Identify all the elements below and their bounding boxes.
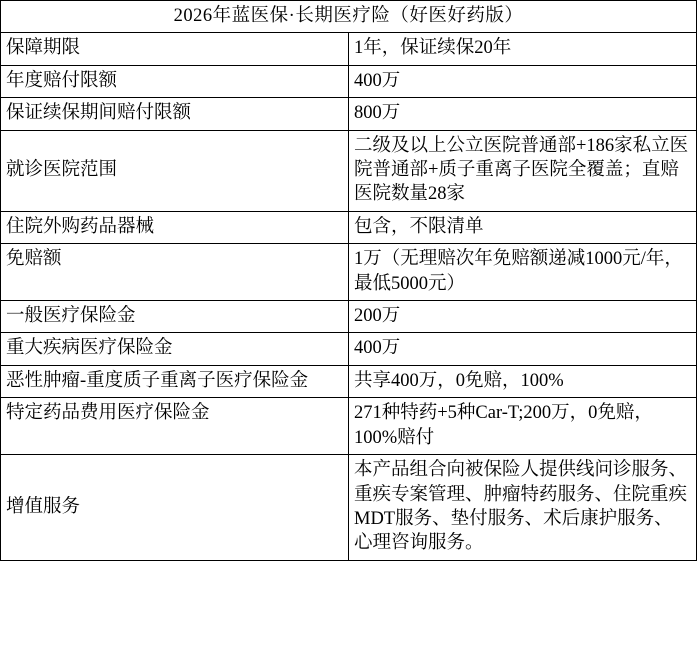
row-label: 重大疾病医疗保险金: [1, 333, 349, 365]
table-row: [1, 455, 697, 561]
row-value: 800万: [349, 98, 697, 130]
row-value: 200万: [349, 301, 697, 333]
row-label: 一般医疗保险金: [1, 301, 349, 333]
row-label: 免赔额: [1, 244, 349, 301]
table-row: [1, 365, 697, 397]
table-row: [1, 130, 697, 211]
table-row: [1, 301, 697, 333]
row-label: 特定药品费用医疗保险金: [1, 398, 349, 455]
table-row: [1, 333, 697, 365]
row-value: 二级及以上公立医院普通部+186家私立医院普通部+质子重离子医院全覆盖；直赔医院数量28家: [349, 130, 697, 211]
row-label: 就诊医院范围: [1, 130, 349, 211]
table-row: [1, 244, 697, 301]
row-label: 住院外购药品器械: [1, 211, 349, 243]
row-value: 1年，保证续保20年: [349, 33, 697, 65]
row-value: 400万: [349, 65, 697, 97]
row-label: 年度赔付限额: [1, 65, 349, 97]
table-body: [1, 1, 697, 561]
row-label: 恶性肿瘤-重度质子重离子医疗保险金: [1, 365, 349, 397]
document-title: 2026年蓝医保·长期医疗险（好医好药版）: [1, 1, 697, 33]
row-value: 包含，不限清单: [349, 211, 697, 243]
table-title-row: [1, 1, 697, 33]
row-value: 本产品组合向被保险人提供线问诊服务、重疾专案管理、肿瘤特药服务、住院重疾MDT服务、垫付服务、术后康护服务、心理咨询服务。: [349, 455, 697, 561]
table-row: [1, 33, 697, 65]
table-row: [1, 211, 697, 243]
row-label: 增值服务: [1, 455, 349, 561]
row-value: 271种特药+5种Car-T;200万，0免赔，100%赔付: [349, 398, 697, 455]
table-row: [1, 98, 697, 130]
row-label: 保障期限: [1, 33, 349, 65]
table-row: [1, 65, 697, 97]
table-row: [1, 398, 697, 455]
row-value: 1万（无理赔次年免赔额递减1000元/年，最低5000元）: [349, 244, 697, 301]
row-value: 共享400万，0免赔，100%: [349, 365, 697, 397]
row-label: 保证续保期间赔付限额: [1, 98, 349, 130]
row-value: 400万: [349, 333, 697, 365]
